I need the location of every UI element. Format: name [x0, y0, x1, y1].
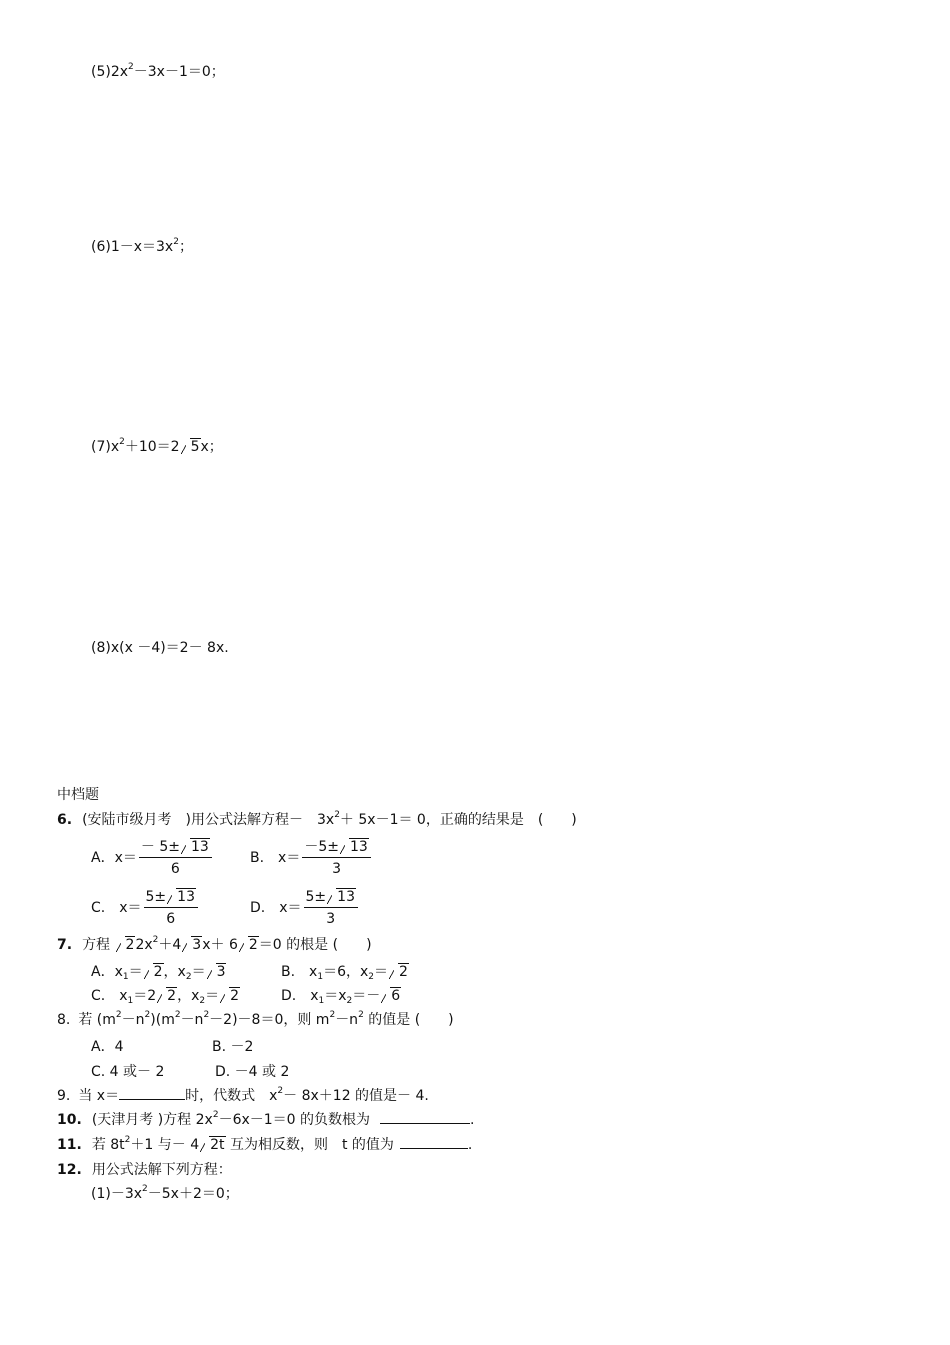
fraction: $\frac{-5\pm 13}{3}$: [302, 838, 370, 878]
question-6: 6. (安陆市级月考 )用公式法解方程－ $3x^2+ 5x-1= 0$，正确的结果是 ( ): [57, 810, 577, 828]
question-11: 11. 若 $8t^2+1$ 与－ 4 2t 互为相反数，则 t 的值为 .: [57, 1135, 473, 1153]
question-9: 9. 当 x＝ 时，代数式 $x^2- 8x+12$ 的值是－ 4.: [57, 1086, 429, 1104]
option-6a: A．x＝ $\frac{- 5\pm 13}{6}$: [91, 838, 214, 878]
equation-5: $(5)2x^2-3x-1=0$；: [91, 62, 225, 80]
sqrt-5: 5: [181, 438, 201, 456]
option-8c: C. 4 或－ 2: [91, 1064, 165, 1080]
option-8a: A．4: [91, 1039, 124, 1055]
question-12: 12. 用公式法解下列方程：: [57, 1162, 232, 1178]
option-8b: B. －2: [212, 1039, 254, 1055]
fraction: $\frac{5\pm 13}{6}$: [144, 888, 198, 928]
option-7a: A．$x_1= 2$，$x_2= 3$: [91, 964, 226, 982]
equation-7: $(7)x^2+10=2$ 5x；: [91, 437, 223, 455]
option-7c: C. $x_1=2$ 2，$x_2= 2$: [91, 988, 240, 1006]
option-6b: B. x＝ $\frac{-5\pm 13}{3}$: [250, 838, 373, 878]
question-7: 7. 方程 $22x^2+4$ 3x＋ 6 2＝0 的根是 ( ): [57, 935, 372, 953]
question-10: 10. (天津月考 )方程 $2x^2-6x-1=0$ 的负数根为 .: [57, 1110, 475, 1128]
equation-6: $(6)1-x=3x^2$；: [91, 237, 193, 255]
section-title: 中档题: [57, 787, 99, 803]
question-8: 8. 若 $(m^2-n^2)(m^2-n^2-2)-8=0$，则 $m^2-n^2$ 的值是 ( ): [57, 1010, 454, 1028]
answer-blank: [119, 1099, 185, 1100]
answer-blank: [400, 1148, 468, 1149]
fraction: $\frac{5\pm 13}{3}$: [304, 888, 358, 928]
option-7b: B. $x_1=6$，$x_2= 2$: [281, 964, 408, 982]
option-6c: C. x＝ $\frac{5\pm 13}{6}$: [91, 888, 200, 928]
question-12-part-1: $(1)-3x^2-5x+2=0$；: [91, 1184, 239, 1202]
answer-blank: [380, 1123, 470, 1124]
option-7d: D. $x_1=x_2=- 6$: [281, 988, 401, 1006]
option-6d: D. x＝ $\frac{5\pm 13}{3}$: [250, 888, 360, 928]
option-8d: D. －4 或 2: [215, 1064, 290, 1080]
fraction: $\frac{- 5\pm 13}{6}$: [139, 838, 212, 878]
equation-8: (8)x(x －4)＝2－ 8x.: [91, 640, 229, 656]
